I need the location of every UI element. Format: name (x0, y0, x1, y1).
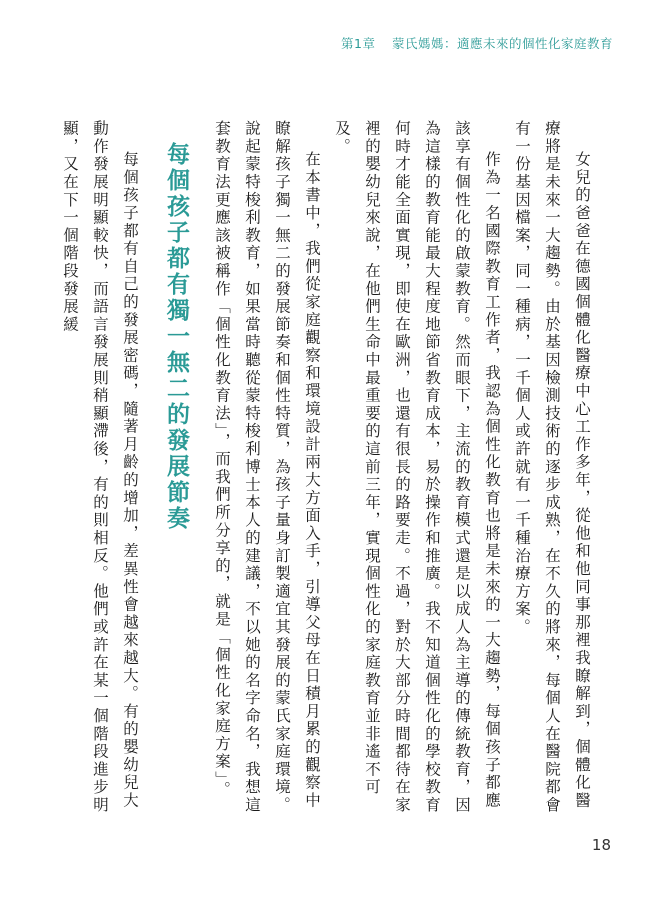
chapter-title: 蒙氏媽媽：適應未來的個性化家庭教育 (391, 36, 613, 51)
paragraph: 作為一名國際教育工作者，我認為個性化教育也將是未來的一大趨勢，每個孩子都應該享有個性化的啟蒙教育。然而眼下，主流的教育模式還是以成人為主導的傳統教育，因為這樣的教育能最大程度地節省教育成本，易於操作和推廣。我不知道個性化的學校教育何時才能全面實現，即使在歐洲，也還有很長的路要走。不過，對於大部分時間都待在家裡的嬰幼兒來說，在他們生命中最重要的這前三年，實現個性化的家庭教育並非遙不可及。 (333, 120, 501, 815)
section-heading: 每個孩子都有獨一無二的發展節奏 (163, 142, 189, 532)
running-header (341, 34, 613, 52)
paragraph: 每個孩子都有自己的發展密碼，隨著月齡的增加，差異性會越來越大。有的嬰幼兒大動作發展明顯較快，而語言發展則稍顯滯後，有的則相反。他們或許在某一個階段進步明顯，又在下一個階段發展緩 (61, 120, 139, 815)
page-number: 18 (591, 836, 611, 854)
chapter-label: 第1章 (341, 36, 376, 51)
paragraph: 在本書中，我們從家庭觀察和環境設計兩大方面入手，引導父母在日積月累的觀察中瞭解孩子獨一無二的發展節奏和個性特質，為孩子量身訂製適宜其發展的蒙氏家庭環境。說起蒙特梭利教育，如果當時聽從蒙特梭利博士本人的建議，不以她的名字命名，我想這套教育法更應該被稱作「個性化教育法」，而我們所分享的，就是「個性化家庭方案」。 (213, 120, 321, 815)
vertical-text-body (37, 120, 597, 820)
paragraph: 女兒的爸爸在德國個體化醫療中心工作多年，從他和他同事那裡我瞭解到，個體化醫療將是未來一大趨勢。由於基因檢測技術的逐步成熟，在不久的將來，每個人在醫院都會有一份基因檔案，同一種病，一千個人或許就有一千種治療方案。 (513, 120, 591, 815)
